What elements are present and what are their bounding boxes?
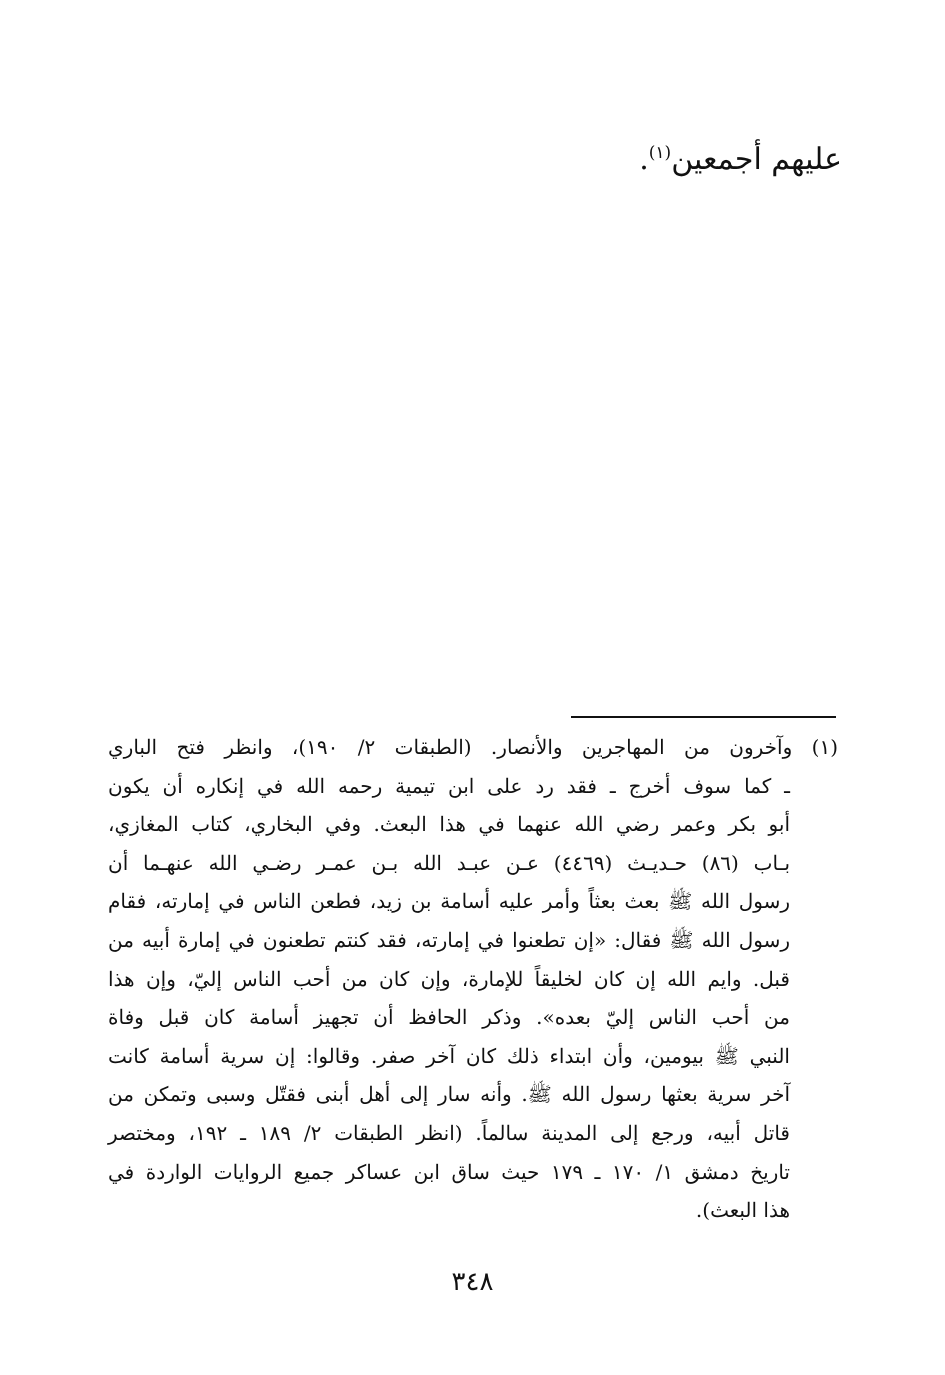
footnote-line: قبل. وايم الله إن كان لخليقاً للإمارة، وإن كان من أحب الناس إليّ، وإن هذا [108, 966, 790, 991]
footnote-line: (١) وآخرون من المهاجرين والأنصار. (الطبقات ٢/ ١٩٠)، وانظر فتح الباري [108, 735, 838, 759]
main-text: عليهم أجمعين [671, 142, 842, 177]
footnote [108, 728, 838, 1230]
main-text-end-mark: . [639, 142, 649, 177]
footnote-line: رسول الله ﷺ فقال: «إن تطعنوا في إمارته، فقد كنتم تطعنون في إمارة أبيه من [108, 927, 790, 952]
footnote-line: رسول الله ﷺ بعث بعثاً وأمر عليه أسامة بن زيد، فطعن الناس في إمارته، فقام [108, 889, 790, 914]
footnote-reference: (١) [648, 143, 672, 163]
footnote-line: من أحب الناس إليّ بعده». وذكر الحافظ أن تجهيز أسامة كان قبل وفاة [108, 1005, 790, 1030]
footnote-line: ـ كما سوف أخرج ـ فقد رد على ابن تيمية رحمه الله في إنكاره أن يكون [108, 773, 790, 798]
footnote-line: بـاب (٨٦) حـديـث (٤٤٦٩) عـن عبـد الله بـن عمـر رضـي الله عنهـما أن [108, 850, 791, 875]
footnote-line: قاتل أبيه، ورجع إلى المدينة سالماً. (انظر الطبقات ٢/ ١٨٩ ـ ١٩٢، ومختصر [108, 1120, 790, 1145]
footnote-separator-rule [571, 716, 836, 718]
footnote-line: أبو بكر وعمر رضي الله عنهما في هذا البعث. وفي البخاري، كتاب المغازي، [108, 812, 790, 837]
footnote-line: هذا البعث). [695, 1198, 790, 1223]
footnote-line: آخر سرية بعثها رسول الله ﷺ. وأنه سار إلى أهل أبنى فقتّل وسبى وتمكن من [108, 1082, 790, 1107]
main-text-line [639, 138, 842, 182]
page-number: ٣٤٨ [451, 1267, 494, 1297]
footnote-line: تاريخ دمشق ١/ ١٧٠ ـ ١٧٩ حيث ساق ابن عساكر جميع الروايات الواردة في [108, 1159, 790, 1184]
footnote-line: النبي ﷺ بيومين، وأن ابتداء ذلك كان آخر صفر. وقالوا: إن سرية أسامة كانت [108, 1043, 790, 1068]
